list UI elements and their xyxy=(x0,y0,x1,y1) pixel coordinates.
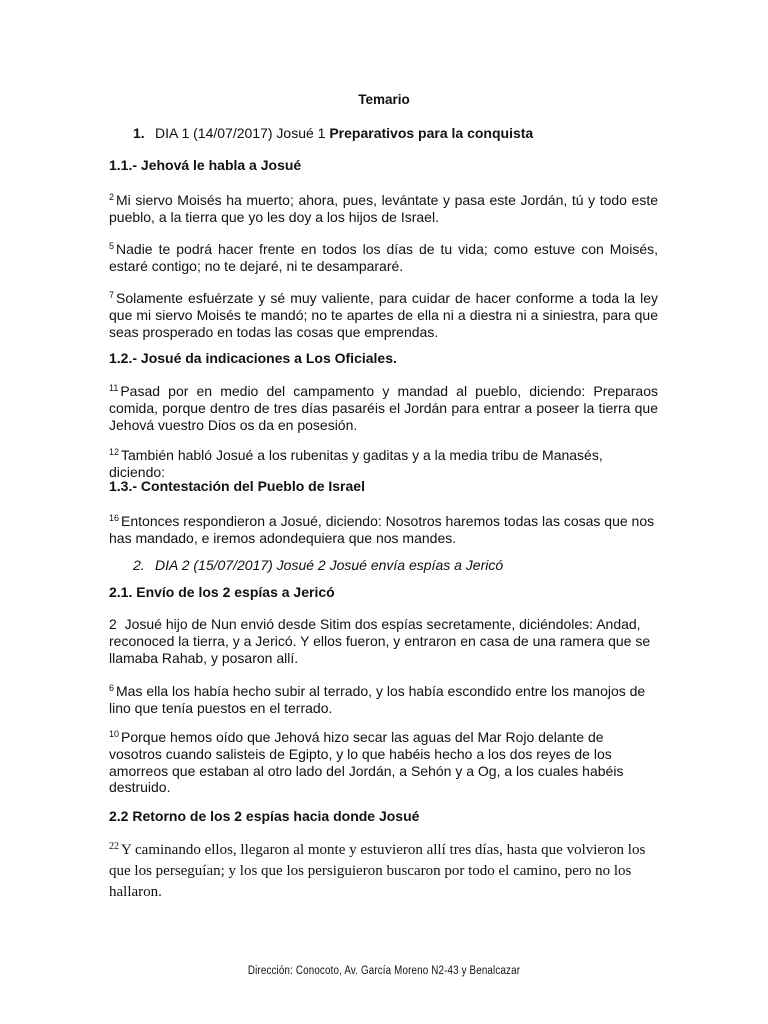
verse-text: Mas ella los había hecho subir al terrado, y los había escondido entre los manojos de lino que tenía puestos en el terrado. xyxy=(109,683,646,716)
verse-number: 7 xyxy=(109,290,115,300)
verse-number: 16 xyxy=(109,513,120,523)
verse-paragraph xyxy=(109,238,658,275)
day2-text: DIA 2 (15/07/2017) Josué 2 Josué envía espías a Jericó xyxy=(155,557,504,573)
day2-line xyxy=(133,557,503,573)
verse-number: 6 xyxy=(109,683,115,693)
verse-number: 10 xyxy=(109,729,120,739)
day1-line xyxy=(133,125,533,141)
verse-text: Solamente esfuérzate y sé muy valiente, para cuidar de hacer conforme a toda la ley que mi siervo Moisés te mandó; no te apartes de ella ni a diestra ni a siniestra, para que seas prosperado en todas las cosas que emprendas. xyxy=(109,290,658,340)
verse-number: 2 xyxy=(109,192,115,202)
day2-number: 2. xyxy=(133,557,145,573)
verse-number: 5 xyxy=(109,241,115,251)
verse-text: Porque hemos oído que Jehová hizo secar las aguas del Mar Rojo delante de vosotros cuando salisteis de Egipto, y lo que habéis hecho a los dos reyes de los amorreos que estaban al otro lado del Jordán, a Sehón y a Og, a los cuales habéis destruido. xyxy=(109,729,624,796)
verse-paragraph xyxy=(109,616,658,666)
footer-address: Dirección: Conocoto, Av. García Moreno N2-43 y Benalcazar xyxy=(247,965,521,977)
section-heading-1-3: 1.3.- Contestación del Pueblo de Israel xyxy=(109,478,365,494)
verse-paragraph xyxy=(109,287,658,340)
verse-paragraph xyxy=(109,680,658,717)
day1-text: DIA 1 (14/07/2017) Josué 1 xyxy=(155,125,330,141)
verse-paragraph xyxy=(109,726,658,796)
section-heading-2-1: 2.1. Envío de los 2 espías a Jericó xyxy=(109,584,335,600)
section-heading-1-1: 1.1.- Jehová le habla a Josué xyxy=(109,157,302,173)
verse-text: Y caminando ellos, llegaron al monte y estuvieron allí tres días, hasta que volvieron los que los perseguían; y los que los persiguieron buscaron por todo el camino, pero no los hallaron. xyxy=(109,842,646,900)
verse-text: También habló Josué a los rubenitas y gaditas y a la media tribu de Manasés, diciendo: xyxy=(109,447,603,480)
verse-paragraph xyxy=(109,380,658,433)
day1-bold-title: Preparativos para la conquista xyxy=(329,125,534,141)
verse-text: Pasad por en medio del campamento y mandad al pueblo, diciendo: Preparaos comida, porque dentro de tres días pasaréis el Jordán para entrar a poseer la tierra que Jehová vuestro Dios os da en posesión. xyxy=(109,383,658,433)
verse-text: Josué hijo de Nun envió desde Sitim dos espías secretamente, diciéndoles: Andad, reconoced la tierra, y a Jericó. Y ellos fueron, y entraron en casa de una ramera que se llamaba Rahab, y posaron allí. xyxy=(109,616,651,666)
verse-number: 11 xyxy=(109,383,119,393)
verse-text: Mi siervo Moisés ha muerto; ahora, pues, levántate y pasa este Jordán, tú y todo este pueblo, a la tierra que yo les doy a los hijos de Israel. xyxy=(109,192,658,225)
page-title: Temario xyxy=(358,92,410,107)
verse-paragraph xyxy=(109,444,658,481)
verse-number: 22 xyxy=(109,841,119,852)
verse-text: Entonces respondieron a Josué, diciendo: Nosotros haremos todas las cosas que nos has mandado, e iremos adondequiera que nos mandes. xyxy=(109,513,655,546)
verse-number: 12 xyxy=(109,447,120,457)
verse-number: 2 xyxy=(109,616,117,632)
section-heading-2-2: 2.2 Retorno de los 2 espías hacia donde Josué xyxy=(109,808,420,824)
verse-paragraph xyxy=(109,510,658,547)
verse-paragraph xyxy=(109,836,658,903)
verse-text: Nadie te podrá hacer frente en todos los días de tu vida; como estuve con Moisés, estaré contigo; no te dejaré, ni te desampararé. xyxy=(109,241,658,274)
day1-number: 1. xyxy=(133,125,145,141)
section-heading-1-2: 1.2.- Josué da indicaciones a Los Oficiales. xyxy=(109,350,397,366)
verse-paragraph xyxy=(109,189,658,226)
